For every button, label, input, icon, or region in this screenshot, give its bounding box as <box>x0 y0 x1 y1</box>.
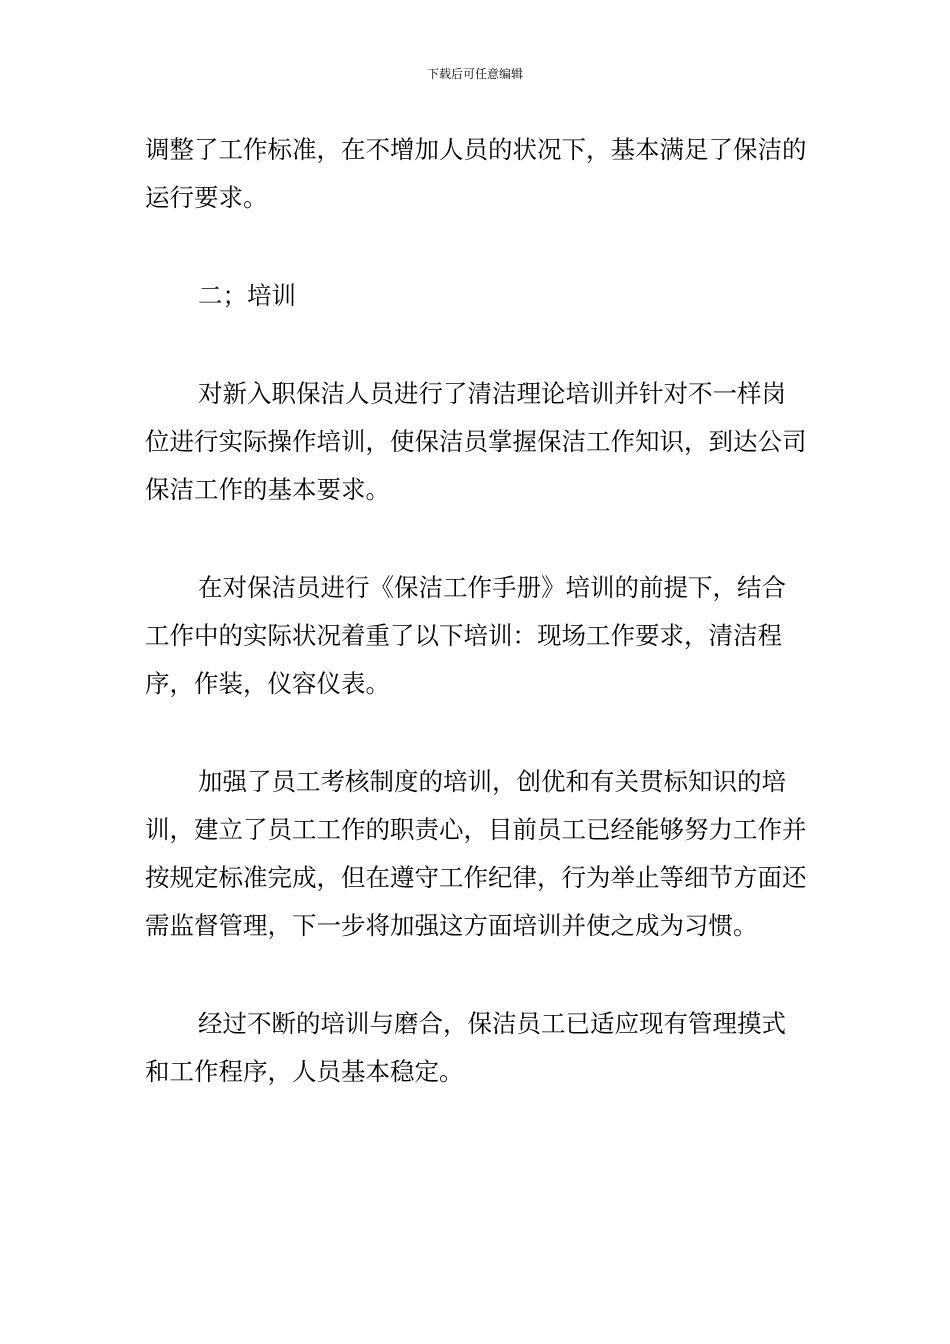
paragraph-2: 对新入职保洁人员进行了清洁理论培训并针对不一样岗位进行实际操作培训，使保洁员掌握保洁工作知识，到达公司保洁工作的基本要求。 <box>145 379 807 504</box>
paragraph-3: 在对保洁员进行《保洁工作手册》培训的前提下，结合工作中的实际状况着重了以下培训：现场工作要求，清洁程序，作装，仪容仪表。 <box>145 573 786 698</box>
document-body <box>145 126 807 1146</box>
paragraph-1: 调整了工作标准，在不增加人员的状况下，基本满足了保洁的运行要求。 <box>145 135 807 212</box>
paragraph-5: 经过不断的培训与磨合，保洁员工已适应现有管理摸式和工作程序，人员基本稳定。 <box>145 1009 786 1086</box>
paragraph-4: 加强了员工考核制度的培训，创优和有关贯标知识的培训，建立了员工工作的职责心，目前员工已经能够努力工作并按规定标准完成，但在遵守工作纪律，行为举止等细节方面还需监督管理，下一步将加强这方面培训并使之成为习惯。 <box>145 767 807 940</box>
page-header: 下载后可任意编辑 <box>426 67 523 81</box>
section-heading-training: 二；培训 <box>198 281 296 310</box>
